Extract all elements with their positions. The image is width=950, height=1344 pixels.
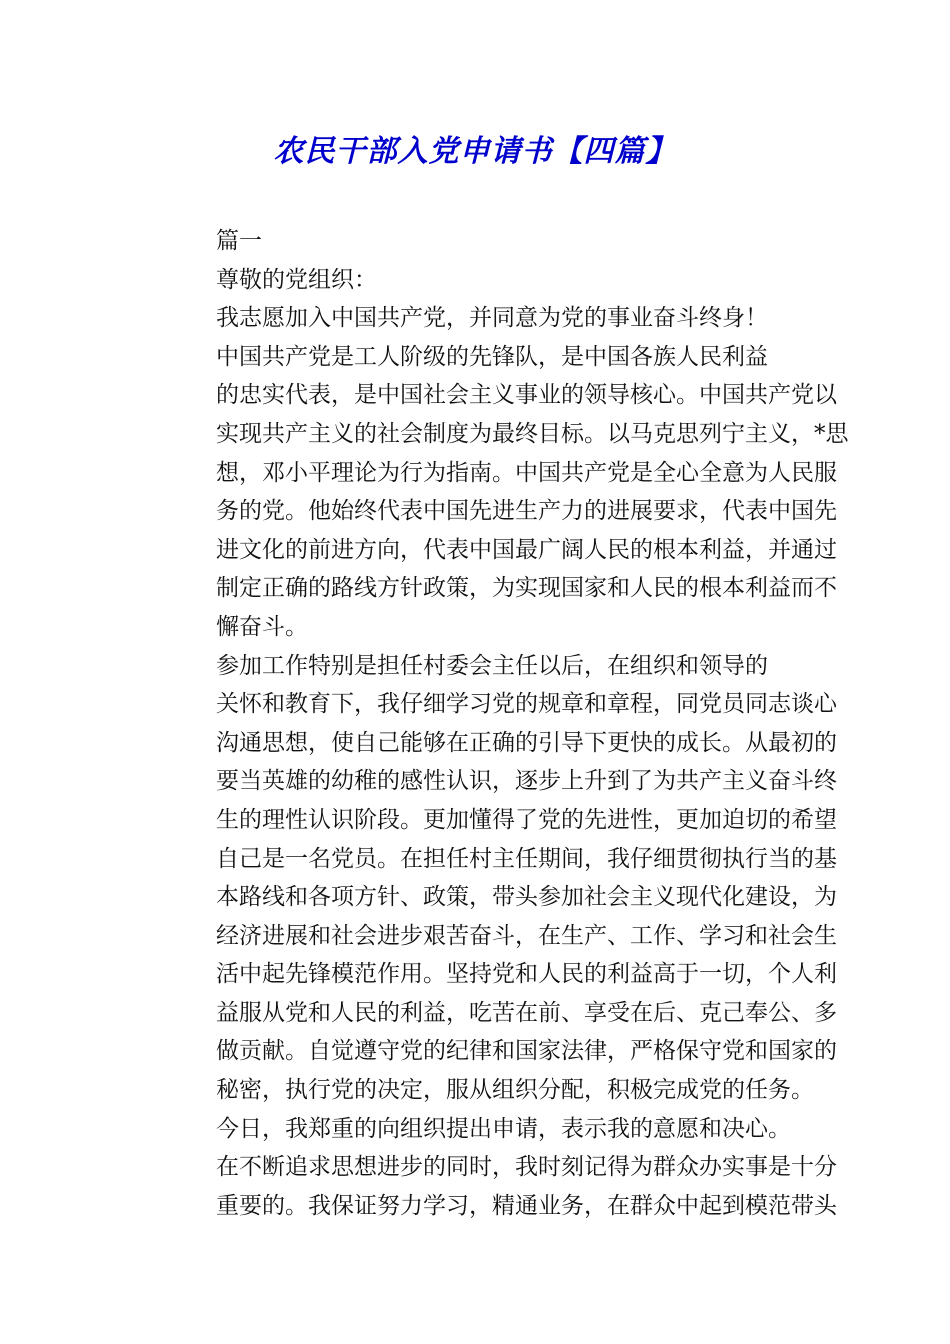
- text-line: 活中起先锋模范作用。坚持党和人民的利益高于一切，个人利: [216, 961, 837, 988]
- document-body: [146, 222, 849, 1225]
- text-line: 益服从党和人民的利益，吃苦在前、享受在后、克己奉公、多: [216, 999, 837, 1026]
- text-line: 实现共产主义的社会制度为最终目标。以马克思列宁主义，*思: [216, 420, 849, 447]
- text-line: 篇一: [216, 228, 262, 254]
- text-line: 中国共产党是工人阶级的先锋队，是中国各族人民利益: [216, 343, 768, 370]
- text-line: 生的理性认识阶段。更加懂得了党的先进性，更加迫切的希望: [216, 806, 837, 833]
- text-line: 关怀和教育下，我仔细学习党的规章和章程，同党员同志谈心: [216, 691, 837, 718]
- paragraph: [146, 261, 806, 300]
- document-title: 农民干部入党申请书【四篇】: [273, 134, 677, 169]
- text-line: 务的党。他始终代表中国先进生产力的进展要求，代表中国先: [216, 498, 837, 525]
- text-line: 想，邓小平理论为行为指南。中国共产党是全心全意为人民服: [216, 459, 837, 486]
- text-line: 懈奋斗。: [216, 613, 308, 640]
- text-line: 在不断追求思想进步的同时，我时刻记得为群众办实事是十分: [216, 1154, 837, 1181]
- text-line: 尊敬的党组织：: [216, 266, 377, 293]
- text-line: 今日，我郑重的向组织提出申请，表示我的意愿和决心。: [216, 1115, 791, 1142]
- text-line: 本路线和各项方针、政策，带头参加社会主义现代化建设，为: [216, 884, 837, 911]
- text-line: 的忠实代表，是中国社会主义事业的领导核心。中国共产党以: [216, 382, 837, 409]
- paragraph: [146, 299, 806, 338]
- text-line: 重要的。我保证努力学习，精通业务，在群众中起到模范带头: [216, 1192, 837, 1219]
- paragraph: [146, 1110, 837, 1226]
- text-line: 秘密，执行党的决定，服从组织分配，积极完成党的任务。: [216, 1077, 814, 1104]
- text-line: 沟通思想，使自己能够在正确的引导下更快的成长。从最初的: [216, 729, 837, 756]
- text-line: 要当英雄的幼稚的感性认识，逐步上升到了为共产主义奋斗终: [216, 768, 837, 795]
- text-line: 参加工作特别是担任村委会主任以后，在组织和领导的: [216, 652, 768, 679]
- paragraph: [146, 647, 837, 1110]
- text-line: 制定正确的路线方针政策，为实现国家和人民的根本利益而不: [216, 575, 837, 602]
- text-line: 我志愿加入中国共产党，并同意为党的事业奋斗终身！: [216, 305, 768, 332]
- paragraph: [146, 338, 849, 647]
- text-line: 经济进展和社会进步艰苦奋斗，在生产、工作、学习和社会生: [216, 922, 837, 949]
- text-line: 进文化的前进方向，代表中国最广阔人民的根本利益，并通过: [216, 536, 837, 563]
- paragraph: [146, 222, 806, 261]
- text-line: 自己是一名党员。在担任村主任期间，我仔细贯彻执行当的基: [216, 845, 837, 872]
- text-line: 做贡献。自觉遵守党的纪律和国家法律，严格保守党和国家的: [216, 1038, 837, 1065]
